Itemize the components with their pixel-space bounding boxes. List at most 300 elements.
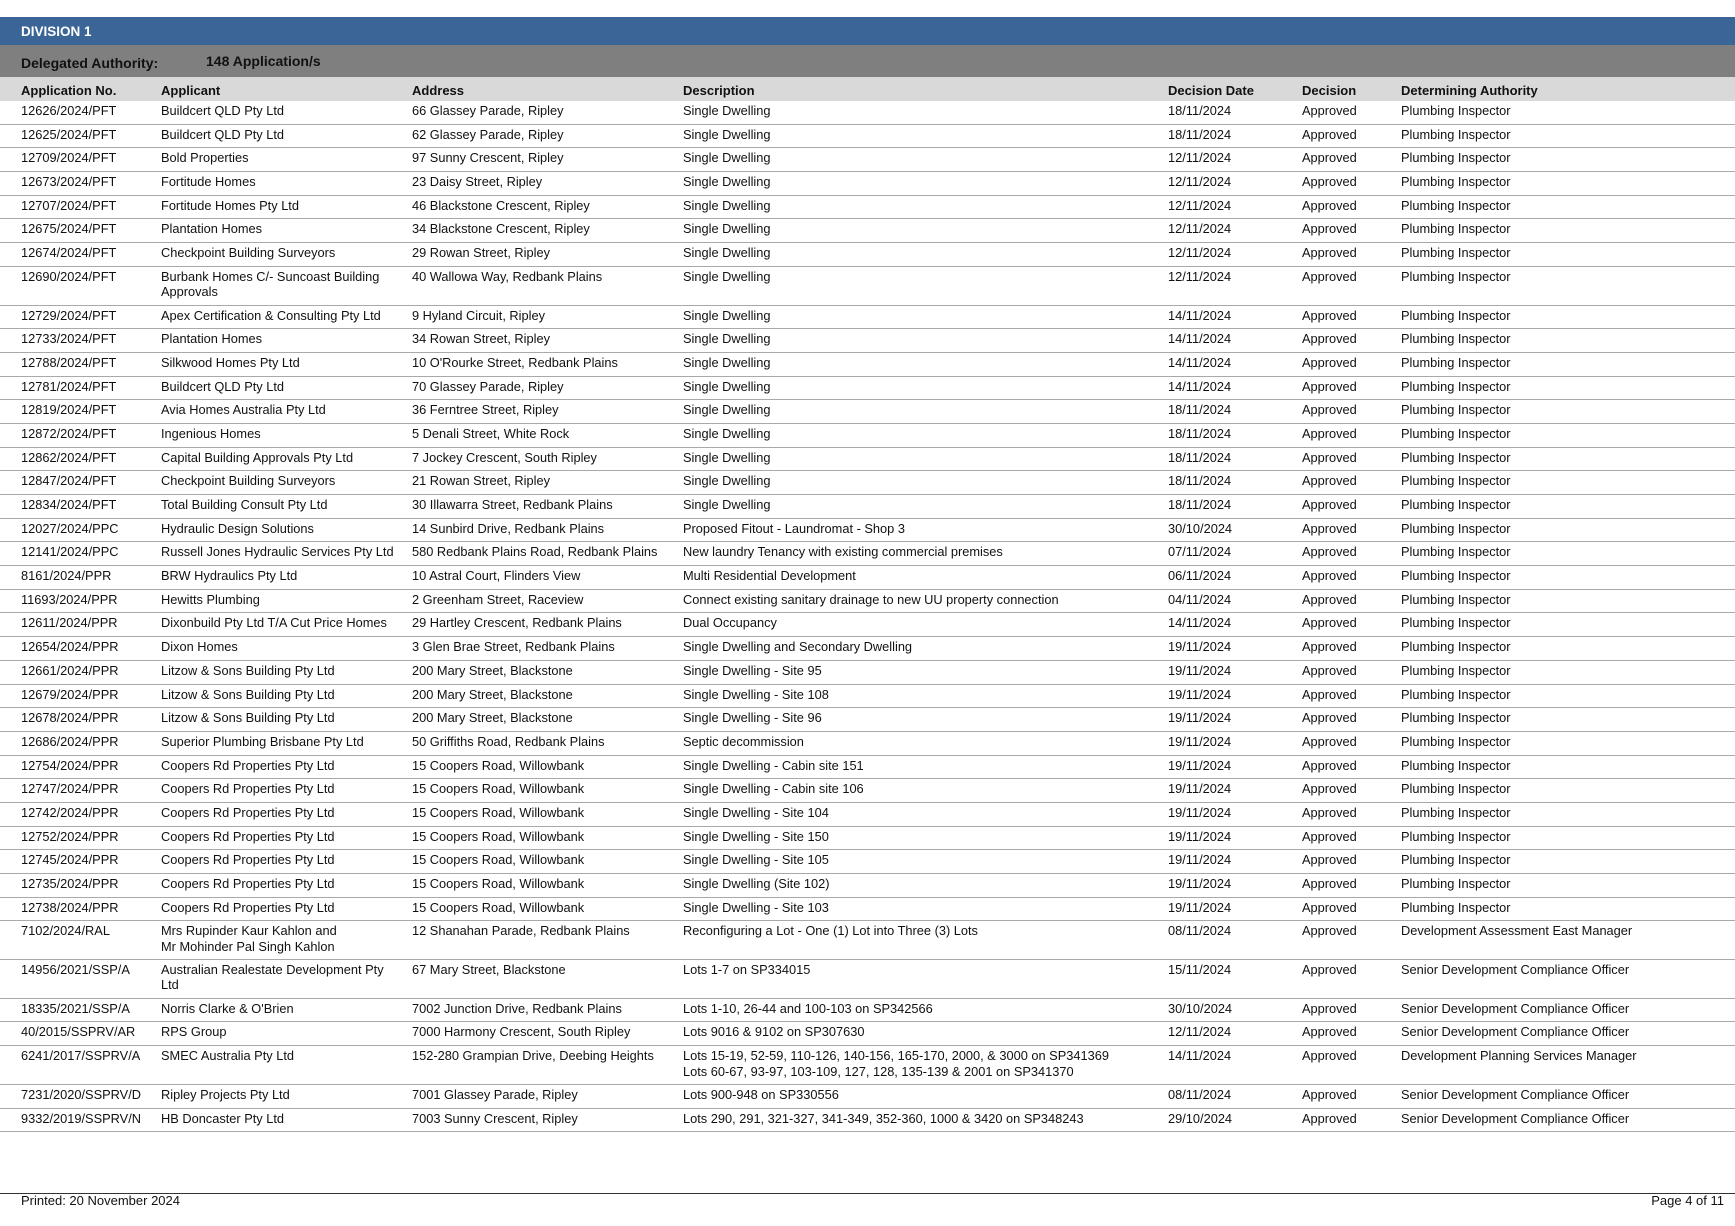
cell-decision: Approved [1302,876,1357,891]
cell-decision: Approved [1302,473,1357,489]
cell-decision-date: 18/11/2024 [1168,497,1232,512]
cell-decision-date: 12/11/2024 [1168,1024,1232,1040]
cell-decision: Approved [1302,1110,1357,1126]
cell-decision: Approved [1302,197,1357,213]
column-header-applicant: Applicant [161,83,221,98]
cell-description: Single Dwelling - Site 103 [683,899,829,915]
cell-decision: Approved [1302,662,1357,678]
cell-determining-authority: Plumbing Inspector [1401,804,1511,820]
cell-applicant: Litzow & Sons Building Pty Ltd [161,710,335,726]
table-row [0,125,1735,149]
table-row [0,1109,1735,1133]
cell-decision-date: 19/11/2024 [1168,781,1232,797]
cell-determining-authority: Plumbing Inspector [1401,197,1511,213]
cell-applicant: RPS Group [161,1024,227,1040]
cell-applicant: Russell Jones Hydraulic Services Pty Ltd [161,544,394,560]
cell-determining-authority: Plumbing Inspector [1401,331,1511,347]
cell-determining-authority: Senior Development Compliance Officer [1401,1000,1630,1016]
cell-application-no: 12707/2024/PFT [21,197,117,213]
cell-decision: Approved [1302,899,1357,915]
cell-description: Single Dwelling [683,402,771,418]
cell-application-no: 12834/2024/PFT [21,497,117,512]
cell-decision: Approved [1302,852,1357,868]
table-header [0,77,1735,101]
cell-decision: Approved [1302,781,1357,797]
cell-decision: Approved [1302,828,1357,844]
cell-applicant: Burbank Homes C/- Suncoast Building Approvals [161,268,380,300]
page-number: Page 4 of 11 [1651,1193,1724,1208]
cell-decision: Approved [1302,268,1357,284]
table-row [0,519,1735,543]
table-row [0,756,1735,780]
cell-determining-authority: Plumbing Inspector [1401,852,1511,868]
table-row [0,708,1735,732]
cell-decision: Approved [1302,1086,1357,1102]
cell-determining-authority: Senior Development Compliance Officer [1401,1086,1630,1102]
cell-decision: Approved [1302,686,1357,702]
cell-determining-authority: Plumbing Inspector [1401,781,1511,797]
table-row [0,243,1735,267]
cell-applicant: Litzow & Sons Building Pty Ltd [161,686,335,702]
cell-address: 29 Rowan Street, Ripley [412,245,550,261]
cell-decision-date: 08/11/2024 [1168,1086,1232,1102]
table-row [0,196,1735,220]
cell-determining-authority: Plumbing Inspector [1401,733,1511,749]
table-row [0,999,1735,1023]
cell-address: 67 Mary Street, Blackstone [412,962,566,978]
cell-decision-date: 12/11/2024 [1168,268,1232,284]
cell-application-no: 11693/2024/PPR [21,591,118,607]
division-header [0,17,1735,45]
cell-applicant: HB Doncaster Pty Ltd [161,1110,285,1126]
cell-applicant: Ripley Projects Pty Ltd [161,1086,290,1102]
cell-description: Single Dwelling [683,268,771,284]
cell-application-no: 40/2015/SSPRV/AR [21,1024,136,1040]
cell-description: Single Dwelling - Site 104 [683,804,829,820]
cell-decision: Approved [1302,354,1357,370]
cell-description: Septic decommission [683,733,804,749]
cell-decision: Approved [1302,520,1357,536]
cell-address: 62 Glassey Parade, Ripley [412,126,564,142]
cell-description: Single Dwelling and Secondary Dwelling [683,639,913,655]
cell-address: 200 Mary Street, Blackstone [412,710,573,726]
cell-application-no: 12673/2024/PFT [21,174,117,190]
cell-applicant: Australian Realestate Development Pty Ltd [161,962,384,993]
cell-application-no: 12709/2024/PFT [21,150,117,166]
cell-determining-authority: Plumbing Inspector [1401,378,1511,394]
cell-applicant: Buildcert QLD Pty Ltd [161,126,285,142]
table-row [0,850,1735,874]
cell-description: Single Dwelling [683,307,771,323]
cell-determining-authority: Plumbing Inspector [1401,615,1511,631]
cell-decision: Approved [1302,221,1357,237]
cell-applicant: Checkpoint Building Surveyors [161,473,336,489]
cell-decision: Approved [1302,378,1357,394]
cell-determining-authority: Plumbing Inspector [1401,103,1511,118]
cell-application-no: 8161/2024/PPR [21,568,112,584]
cell-decision-date: 14/11/2024 [1168,307,1232,323]
cell-determining-authority: Plumbing Inspector [1401,126,1511,142]
cell-determining-authority: Development Assessment East Manager [1401,923,1633,939]
cell-decision: Approved [1302,568,1357,584]
table-row [0,874,1735,898]
cell-determining-authority: Plumbing Inspector [1401,354,1511,370]
cell-address: 30 Illawarra Street, Redbank Plains [412,497,613,512]
cell-determining-authority: Plumbing Inspector [1401,473,1511,489]
cell-determining-authority: Plumbing Inspector [1401,686,1511,702]
table-row [0,779,1735,803]
cell-decision-date: 14/11/2024 [1168,615,1232,631]
cell-application-no: 12742/2024/PPR [21,804,119,820]
column-header-decision: Decision [1302,83,1357,98]
cell-applicant: Dixon Homes [161,639,238,655]
cell-address: 200 Mary Street, Blackstone [412,662,573,678]
cell-decision: Approved [1302,544,1357,560]
cell-application-no: 6241/2017/SSPRV/A [21,1048,141,1064]
table-row [0,353,1735,377]
column-header-application-no: Application No. [21,83,117,98]
cell-decision: Approved [1302,497,1357,512]
cell-application-no: 12752/2024/PPR [21,828,119,844]
table-row [0,172,1735,196]
cell-description: Single Dwelling - Site 95 [683,662,822,678]
cell-address: 15 Coopers Road, Willowbank [412,804,585,820]
cell-decision-date: 12/11/2024 [1168,150,1232,166]
table-row [0,960,1735,999]
cell-description: Lots 15-19, 52-59, 110-126, 140-156, 165-170, 2000, & 3000 on SP341369 Lots 60-67, 93-97, 103-109, 127, 128, 135-139 & 2001 on SP341370 [683,1048,1109,1079]
column-header-determining-authority: Determining Authority [1401,83,1538,98]
authority-label: Delegated Authority: [21,55,159,71]
cell-application-no: 12679/2024/PPR [21,686,119,702]
cell-description: Single Dwelling [683,245,771,261]
cell-application-no: 7102/2024/RAL [21,923,110,939]
cell-decision: Approved [1302,1048,1357,1064]
cell-decision-date: 14/11/2024 [1168,378,1232,394]
cell-decision-date: 19/11/2024 [1168,686,1232,702]
cell-applicant: SMEC Australia Pty Ltd [161,1048,294,1064]
table-row [0,495,1735,519]
cell-description: New laundry Tenancy with existing commercial premises [683,544,1003,560]
cell-decision-date: 19/11/2024 [1168,876,1232,891]
cell-description: Single Dwelling [683,126,771,142]
cell-decision-date: 30/10/2024 [1168,1000,1233,1016]
cell-description: Single Dwelling [683,425,771,441]
cell-application-no: 12654/2024/PPR [21,639,119,655]
cell-decision: Approved [1302,923,1357,939]
cell-decision: Approved [1302,449,1357,465]
cell-address: 3 Glen Brae Street, Redbank Plains [412,639,615,655]
cell-applicant: Coopers Rd Properties Pty Ltd [161,757,335,773]
cell-decision: Approved [1302,150,1357,166]
cell-decision: Approved [1302,591,1357,607]
cell-determining-authority: Plumbing Inspector [1401,544,1511,560]
cell-application-no: 12788/2024/PFT [21,354,117,370]
cell-applicant: Capital Building Approvals Pty Ltd [161,449,354,465]
cell-address: 2 Greenham Street, Raceview [412,591,584,607]
cell-address: 5 Denali Street, White Rock [412,425,570,441]
cell-applicant: Fortitude Homes [161,174,256,190]
cell-description: Lots 1-7 on SP334015 [683,962,811,978]
cell-application-no: 12729/2024/PFT [21,307,117,323]
cell-determining-authority: Plumbing Inspector [1401,899,1511,915]
table-row [0,1085,1735,1109]
cell-address: 15 Coopers Road, Willowbank [412,899,585,915]
authority-header [0,45,1735,77]
cell-address: 40 Wallowa Way, Redbank Plains [412,268,603,284]
cell-decision-date: 19/11/2024 [1168,804,1232,820]
cell-address: 7002 Junction Drive, Redbank Plains [412,1000,622,1016]
table-row [0,400,1735,424]
footer-divider [0,1193,1735,1194]
cell-address: 7001 Glassey Parade, Ripley [412,1086,578,1102]
cell-applicant: Mrs Rupinder Kaur Kahlon and Mr Mohinder Pal Singh Kahlon [161,923,337,954]
table-row [0,306,1735,330]
cell-application-no: 12747/2024/PPR [21,781,119,797]
cell-address: 10 O'Rourke Street, Redbank Plains [412,354,618,370]
cell-address: 21 Rowan Street, Ripley [412,473,550,489]
cell-decision-date: 15/11/2024 [1168,962,1232,978]
cell-determining-authority: Plumbing Inspector [1401,150,1511,166]
cell-decision: Approved [1302,331,1357,347]
printed-date: Printed: 20 November 2024 [21,1193,180,1208]
cell-address: 46 Blackstone Crescent, Ripley [412,197,590,213]
cell-applicant: Coopers Rd Properties Pty Ltd [161,876,335,891]
cell-application-no: 12847/2024/PFT [21,473,117,489]
cell-applicant: Avia Homes Australia Pty Ltd [161,402,326,418]
cell-decision: Approved [1302,710,1357,726]
table-row [0,898,1735,922]
cell-address: 10 Astral Court, Flinders View [412,568,581,584]
table-row [0,637,1735,661]
cell-applicant: Fortitude Homes Pty Ltd [161,197,299,213]
cell-description: Single Dwelling - Site 96 [683,710,822,726]
cell-determining-authority: Development Planning Services Manager [1401,1048,1637,1064]
table-row [0,101,1735,125]
cell-address: 14 Sunbird Drive, Redbank Plains [412,520,605,536]
cell-decision: Approved [1302,126,1357,142]
cell-applicant: Hydraulic Design Solutions [161,520,314,536]
cell-address: 66 Glassey Parade, Ripley [412,103,564,118]
division-title: DIVISION 1 [21,23,92,39]
cell-decision-date: 18/11/2024 [1168,126,1232,142]
cell-decision-date: 18/11/2024 [1168,402,1232,418]
cell-applicant: Checkpoint Building Surveyors [161,245,336,261]
cell-decision-date: 14/11/2024 [1168,1048,1232,1064]
cell-address: 15 Coopers Road, Willowbank [412,828,585,844]
cell-address: 70 Glassey Parade, Ripley [412,378,564,394]
cell-determining-authority: Plumbing Inspector [1401,174,1511,190]
cell-application-no: 12674/2024/PFT [21,245,117,261]
cell-description: Connect existing sanitary drainage to new UU property connection [683,591,1059,607]
cell-decision: Approved [1302,425,1357,441]
cell-application-no: 12819/2024/PFT [21,402,117,418]
cell-description: Single Dwelling [683,150,771,166]
cell-description: Single Dwelling [683,497,771,512]
cell-description: Lots 900-948 on SP330556 [683,1086,839,1102]
cell-description: Multi Residential Development [683,568,856,584]
cell-applicant: Coopers Rd Properties Pty Ltd [161,852,335,868]
cell-decision: Approved [1302,402,1357,418]
cell-applicant: Coopers Rd Properties Pty Ltd [161,828,335,844]
cell-address: 7 Jockey Crescent, South Ripley [412,449,597,465]
cell-address: 29 Hartley Crescent, Redbank Plains [412,615,622,631]
cell-description: Single Dwelling - Site 105 [683,852,829,868]
cell-application-no: 12141/2024/PPC [21,544,119,560]
cell-determining-authority: Plumbing Inspector [1401,710,1511,726]
cell-applicant: BRW Hydraulics Pty Ltd [161,568,298,584]
cell-decision: Approved [1302,245,1357,261]
cell-application-no: 12754/2024/PPR [21,757,119,773]
cell-application-no: 12862/2024/PFT [21,449,117,465]
cell-description: Single Dwelling - Site 108 [683,686,829,702]
table-row [0,613,1735,637]
cell-applicant: Dixonbuild Pty Ltd T/A Cut Price Homes [161,615,387,631]
cell-application-no: 12745/2024/PPR [21,852,119,868]
applications-table-body [0,101,1735,1132]
cell-address: 36 Ferntree Street, Ripley [412,402,559,418]
cell-determining-authority: Plumbing Inspector [1401,307,1511,323]
cell-decision-date: 19/11/2024 [1168,662,1232,678]
cell-application-no: 12626/2024/PFT [21,103,117,118]
column-header-address: Address [412,83,465,98]
cell-address: 50 Griffiths Road, Redbank Plains [412,733,605,749]
cell-applicant: Plantation Homes [161,221,263,237]
cell-description: Single Dwelling [683,473,771,489]
table-row [0,542,1735,566]
cell-description: Single Dwelling [683,378,771,394]
cell-applicant: Superior Plumbing Brisbane Pty Ltd [161,733,364,749]
cell-decision-date: 12/11/2024 [1168,197,1232,213]
cell-determining-authority: Plumbing Inspector [1401,268,1511,284]
table-row [0,471,1735,495]
table-row [0,732,1735,756]
cell-description: Single Dwelling [683,221,771,237]
cell-application-no: 12611/2024/PPR [21,615,118,631]
table-row [0,424,1735,448]
table-row [0,448,1735,472]
cell-description: Reconfiguring a Lot - One (1) Lot into Three (3) Lots [683,923,978,939]
cell-description: Lots 9016 & 9102 on SP307630 [683,1024,865,1040]
cell-decision-date: 19/11/2024 [1168,828,1232,844]
cell-determining-authority: Plumbing Inspector [1401,639,1511,655]
cell-decision-date: 19/11/2024 [1168,757,1232,773]
cell-decision-date: 04/11/2024 [1168,591,1232,607]
table-row [0,148,1735,172]
cell-address: 15 Coopers Road, Willowbank [412,781,585,797]
cell-decision-date: 18/11/2024 [1168,473,1232,489]
cell-address: 7003 Sunny Crescent, Ripley [412,1110,578,1126]
cell-applicant: Plantation Homes [161,331,263,347]
cell-address: 97 Sunny Crescent, Ripley [412,150,564,166]
cell-description: Dual Occupancy [683,615,777,631]
cell-decision-date: 06/11/2024 [1168,568,1232,584]
cell-description: Single Dwelling - Site 150 [683,828,829,844]
cell-applicant: Apex Certification & Consulting Pty Ltd [161,307,381,323]
cell-application-no: 12738/2024/PPR [21,899,119,915]
table-row [0,921,1735,960]
cell-applicant: Coopers Rd Properties Pty Ltd [161,899,335,915]
table-row [0,267,1735,306]
cell-decision: Approved [1302,804,1357,820]
cell-applicant: Coopers Rd Properties Pty Ltd [161,781,335,797]
cell-application-no: 12872/2024/PFT [21,425,117,441]
cell-determining-authority: Plumbing Inspector [1401,757,1511,773]
cell-description: Single Dwelling (Site 102) [683,876,830,891]
cell-decision-date: 12/11/2024 [1168,221,1232,237]
cell-address: 15 Coopers Road, Willowbank [412,757,585,773]
cell-decision-date: 30/10/2024 [1168,520,1233,536]
cell-application-no: 12678/2024/PPR [21,710,119,726]
cell-decision-date: 18/11/2024 [1168,449,1232,465]
table-row [0,1022,1735,1046]
cell-decision-date: 08/11/2024 [1168,923,1232,939]
cell-decision-date: 12/11/2024 [1168,245,1232,261]
cell-application-no: 12625/2024/PFT [21,126,117,142]
cell-applicant: Bold Properties [161,150,249,166]
cell-determining-authority: Senior Development Compliance Officer [1401,962,1630,978]
cell-determining-authority: Plumbing Inspector [1401,425,1511,441]
table-row [0,377,1735,401]
cell-address: 580 Redbank Plains Road, Redbank Plains [412,544,658,560]
table-row [0,803,1735,827]
cell-description: Lots 1-10, 26-44 and 100-103 on SP342566 [683,1000,933,1016]
cell-determining-authority: Plumbing Inspector [1401,662,1511,678]
table-row [0,566,1735,590]
column-header-decision-date: Decision Date [1168,83,1254,98]
cell-decision-date: 19/11/2024 [1168,639,1232,655]
cell-address: 34 Rowan Street, Ripley [412,331,550,347]
cell-description: Lots 290, 291, 321-327, 341-349, 352-360, 1000 & 3420 on SP348243 [683,1110,1084,1126]
table-row [0,1046,1735,1085]
cell-determining-authority: Plumbing Inspector [1401,221,1511,237]
cell-determining-authority: Plumbing Inspector [1401,449,1511,465]
cell-decision-date: 14/11/2024 [1168,331,1232,347]
cell-decision-date: 19/11/2024 [1168,710,1232,726]
cell-decision: Approved [1302,1000,1357,1016]
cell-decision: Approved [1302,962,1357,978]
cell-description: Single Dwelling - Cabin site 151 [683,757,864,773]
table-row [0,590,1735,614]
cell-address: 152-280 Grampian Drive, Deebing Heights [412,1048,654,1064]
cell-determining-authority: Senior Development Compliance Officer [1401,1024,1630,1040]
cell-decision-date: 19/11/2024 [1168,852,1232,868]
cell-address: 9 Hyland Circuit, Ripley [412,307,545,323]
cell-applicant: Total Building Consult Pty Ltd [161,497,328,512]
cell-applicant: Hewitts Plumbing [161,591,260,607]
cell-applicant: Silkwood Homes Pty Ltd [161,354,300,370]
cell-decision-date: 29/10/2024 [1168,1110,1233,1126]
cell-applicant: Coopers Rd Properties Pty Ltd [161,804,335,820]
cell-application-no: 12675/2024/PFT [21,221,117,237]
cell-applicant: Buildcert QLD Pty Ltd [161,378,285,394]
cell-application-no: 9332/2019/SSPRV/N [21,1110,141,1126]
cell-description: Proposed Fitout - Laundromat - Shop 3 [683,520,905,536]
application-count: 148 Application/s [206,53,321,69]
cell-decision-date: 12/11/2024 [1168,174,1232,190]
cell-address: 200 Mary Street, Blackstone [412,686,573,702]
cell-address: 15 Coopers Road, Willowbank [412,852,585,868]
cell-decision-date: 18/11/2024 [1168,103,1232,118]
cell-application-no: 12686/2024/PPR [21,733,119,749]
cell-application-no: 7231/2020/SSPRV/D [21,1086,141,1102]
cell-decision: Approved [1302,174,1357,190]
cell-determining-authority: Plumbing Inspector [1401,568,1511,584]
table-row [0,827,1735,851]
cell-application-no: 12733/2024/PFT [21,331,117,347]
cell-application-no: 14956/2021/SSP/A [21,962,130,978]
cell-address: 12 Shanahan Parade, Redbank Plains [412,923,630,939]
cell-applicant: Norris Clarke & O'Brien [161,1000,294,1016]
